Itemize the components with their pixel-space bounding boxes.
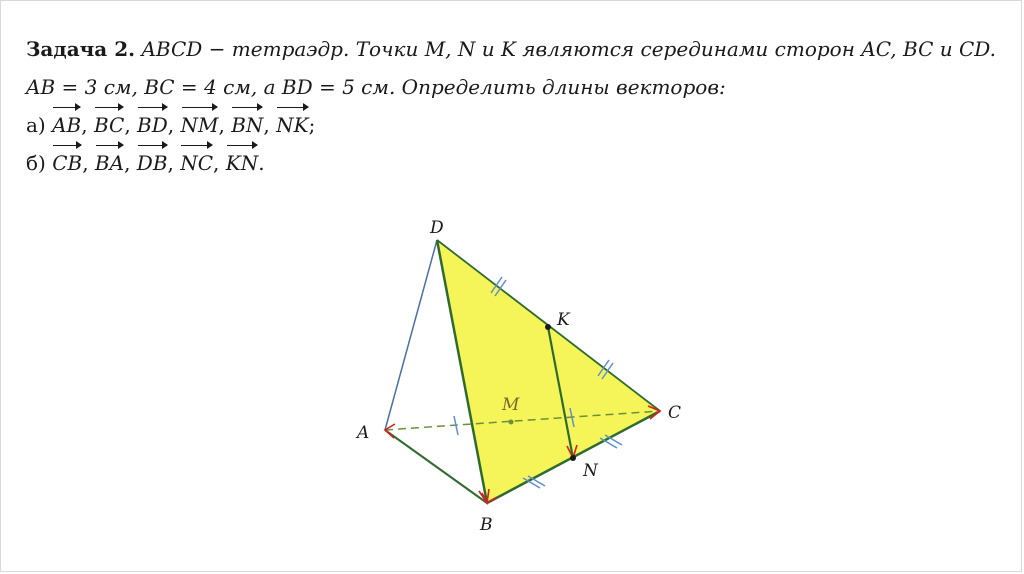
part-b-separator: ,	[167, 151, 181, 175]
part-b-separator: ,	[124, 151, 137, 175]
part-b-label: б)	[26, 151, 46, 175]
label-a: A	[357, 423, 370, 443]
part-a-separator: ,	[263, 113, 277, 137]
part-b-separator: ,	[213, 151, 226, 175]
part-b-vector-nc: NC	[180, 144, 213, 182]
point-n	[570, 455, 576, 461]
part-a-separator: ,	[124, 113, 138, 137]
part-b-vector-ba: BA	[95, 144, 124, 182]
problem-title: Задача 2.	[26, 37, 136, 61]
label-b: B	[480, 515, 493, 535]
problem-statement-1: ABCD − тетраэдр. Точки M, N и K являются серединами сторон AC, BC и CD.	[141, 37, 996, 61]
part-a-separator: ,	[167, 113, 181, 137]
part-b-end: .	[258, 151, 265, 175]
label-d: D	[430, 218, 444, 238]
point-k	[545, 324, 551, 330]
label-k: K	[557, 310, 570, 330]
part-b-separator: ,	[82, 151, 95, 175]
problem-statement-2: AB = 3 см, BC = 4 см, а BD = 5 см. Определить длины векторов:	[26, 75, 726, 99]
part-a-vector-nk: NK	[276, 106, 308, 144]
part-a-label: а)	[26, 113, 46, 137]
part-a-vector-ab: AB	[52, 106, 81, 144]
part-a-end: ;	[308, 113, 316, 137]
part-a-separator: ,	[218, 113, 232, 137]
label-c: C	[668, 403, 682, 423]
part-a-vector-nm: NM	[181, 106, 219, 144]
edge-ad	[385, 240, 437, 430]
part-a-separator: ,	[81, 113, 94, 137]
part-a-vector-bn: BN	[231, 106, 263, 144]
point-m	[509, 420, 514, 425]
part-a-vector-bd: BD	[137, 106, 168, 144]
edge-ab	[385, 430, 487, 503]
part-a-vector-bc: BC	[94, 106, 124, 144]
label-m: M	[502, 395, 520, 415]
label-n: N	[583, 461, 598, 481]
part-b-vector-db: DB	[137, 144, 168, 182]
face-bcd	[437, 240, 660, 503]
part-b-vector-kn: KN	[226, 144, 258, 182]
part-b-vector-cb: CB	[52, 144, 82, 182]
